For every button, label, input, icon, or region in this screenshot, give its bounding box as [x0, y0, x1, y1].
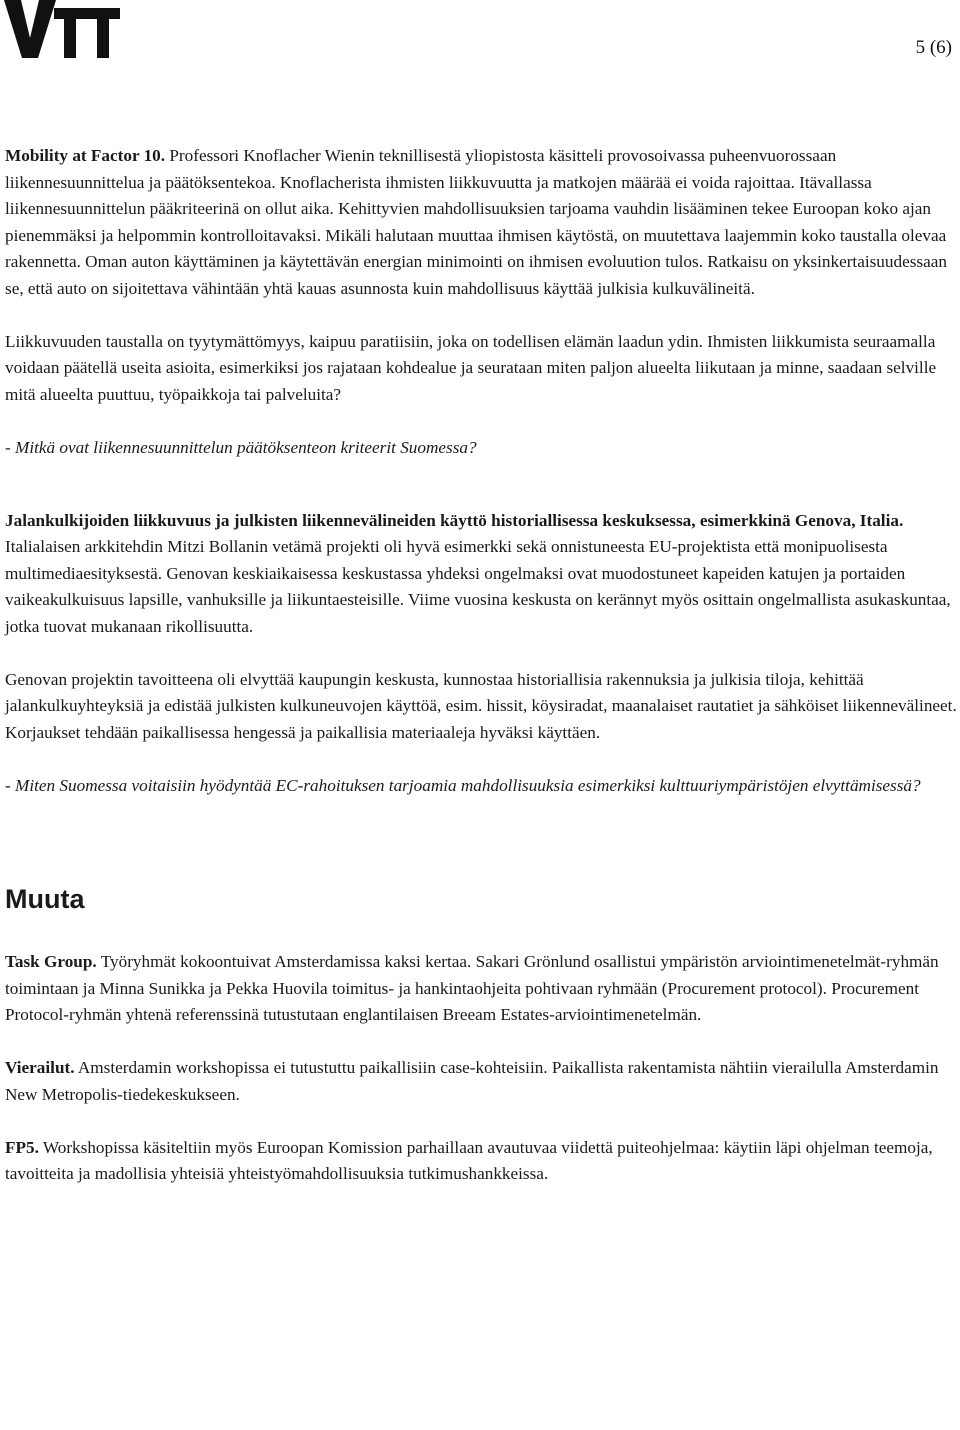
- visits-title: Vierailut.: [5, 1058, 75, 1077]
- document-body: [5, 143, 957, 1214]
- mobility-title: Mobility at Factor 10.: [5, 146, 166, 165]
- visits-body: Amsterdamin workshopissa ei tutustuttu paikallisiin case-kohteisiin. Paikallista rakentamista nähtiin vierailulla Amsterdamin New Metropolis-tiedekeskukseen.: [5, 1058, 939, 1104]
- mobility-body: Professori Knoflacher Wienin teknillisestä yliopistosta käsitteli provosoivassa puheenvuorossaan liikennesuunnittelua ja päätöksentekoa. Knoflacherista ihmisten liikkuvuutta ja matkojen määrää ei voida rajoittaa. Itävallassa liikennesuunnittelun pääkriteerinä on ollut aika. Kehittyvien mahdollisuuksien tarjoama vauhdin lisääminen tekee Euroopan koko ajan pienemmäksi ja helpommin kontrolloitavaksi. Mikäli halutaan muuttaa ihmisen käytöstä, on muutettava laajemmin koko taustalla olevaa rakennetta. Oman auton käyttäminen ja käytettävän energian minimointi on ihmisen evoluution tulos. Ratkaisu on yksinkertaisuudessaan se, että auto on sijoitettava vähintään yhtä kauas asunnosta kuin mahdollisuus käyttää julkisia kulkuvälineitä.: [5, 146, 947, 298]
- visits-paragraph: [5, 1055, 957, 1108]
- mobility-paragraph: [5, 143, 957, 302]
- genova-paragraph: [5, 508, 957, 641]
- mobility-question: - Mitkä ovat liikennesuunnittelun päätöksenteon kriteerit Suomessa?: [5, 437, 477, 457]
- genova-body: Italialaisen arkkitehdin Mitzi Bollanin vetämä projekti oli hyvä esimerkki sekä onnistuneesta EU-projektista että monipuolisesta multimediaesityksestä. Genovan keskiaikaisessa keskustassa yhdeksi ongelmaksi ovat muodostuneet kapeiden katujen ja portaiden vaikeakulkuisuus lapsille, vanhuksille ja liikuntaesteisille. Viime vuosina keskusta on kerännyt myös osittain ongelmallista asukaskuntaa, jotka tuovat mukanaan rikollisuutta.: [5, 537, 951, 636]
- fp5-paragraph: [5, 1135, 957, 1188]
- task-group-title: Task Group.: [5, 952, 97, 971]
- fp5-title: FP5.: [5, 1137, 39, 1157]
- page-number: 5 (6): [915, 37, 952, 58]
- mobility-paragraph-2: Liikkuvuuden taustalla on tyytymättömyys, kaipuu paratiisiin, joka on todellisen elämän laadun ydin. Ihmisten liikkumista seuraamalla voidaan päätellä useita asioita, esimerkiksi jos rajataan kohdealue ja seurataan miten paljon alueelta liikutaan ja minne, saadaan selville mitä alueelta puuttuu, työpaikkoja tai palveluita?: [5, 331, 937, 404]
- genova-paragraph-2: Genovan projektin tavoitteena oli elvyttää kaupungin keskusta, kunnostaa historiallisia rakennuksia ja julkisia tiloja, kehittää jalankulkuyhteyksiä ja edistää julkisten kulkuneuvojen käyttöä, esim. hissit, köysiradat, maanalaiset rautatiet ja sähköiset liikennevälineet. Korjaukset tehdään paikallisessa hengessä ja paikallisia materiaaleja hyväksi käyttäen.: [5, 669, 957, 742]
- genova-title: Jalankulkijoiden liikkuvuus ja julkisten liikennevälineiden käyttö historiallisessa keskuksessa, esimerkkinä Genova, Italia.: [5, 510, 904, 530]
- genova-question: - Miten Suomessa voitaisiin hyödyntää EC-rahoituksen tarjoamia mahdollisuuksia esimerkiksi kulttuuriympäristöjen elvyttämisessä?: [5, 775, 921, 795]
- vtt-logo: [4, 0, 120, 60]
- task-group-body: Työryhmät kokoontuivat Amsterdamissa kaksi kertaa. Sakari Grönlund osallistui ympäristön arviointimenetelmät-ryhmän toimintaan ja Minna Sunikka ja Pekka Huovila toimitus- ja hankintaohjeita pohtivaan ryhmään (Procurement protocol). Procurement Protocol-ryhmän yhtenä referenssinä tutustutaan englantilaisen Breeam Estates-arviointimenetelmän.: [5, 952, 939, 1024]
- task-group-paragraph: [5, 949, 957, 1029]
- muuta-heading: Muuta: [5, 884, 85, 914]
- fp5-body: Workshopissa käsiteltiin myös Euroopan Komission parhaillaan avautuvaa viidettä puiteohjelmaa: käytiin läpi ohjelman teemoja, tavoitteita ja madollisia yhteisiä yhteistyömahdollisuuksia tutkimushankkeissa.: [5, 1137, 933, 1183]
